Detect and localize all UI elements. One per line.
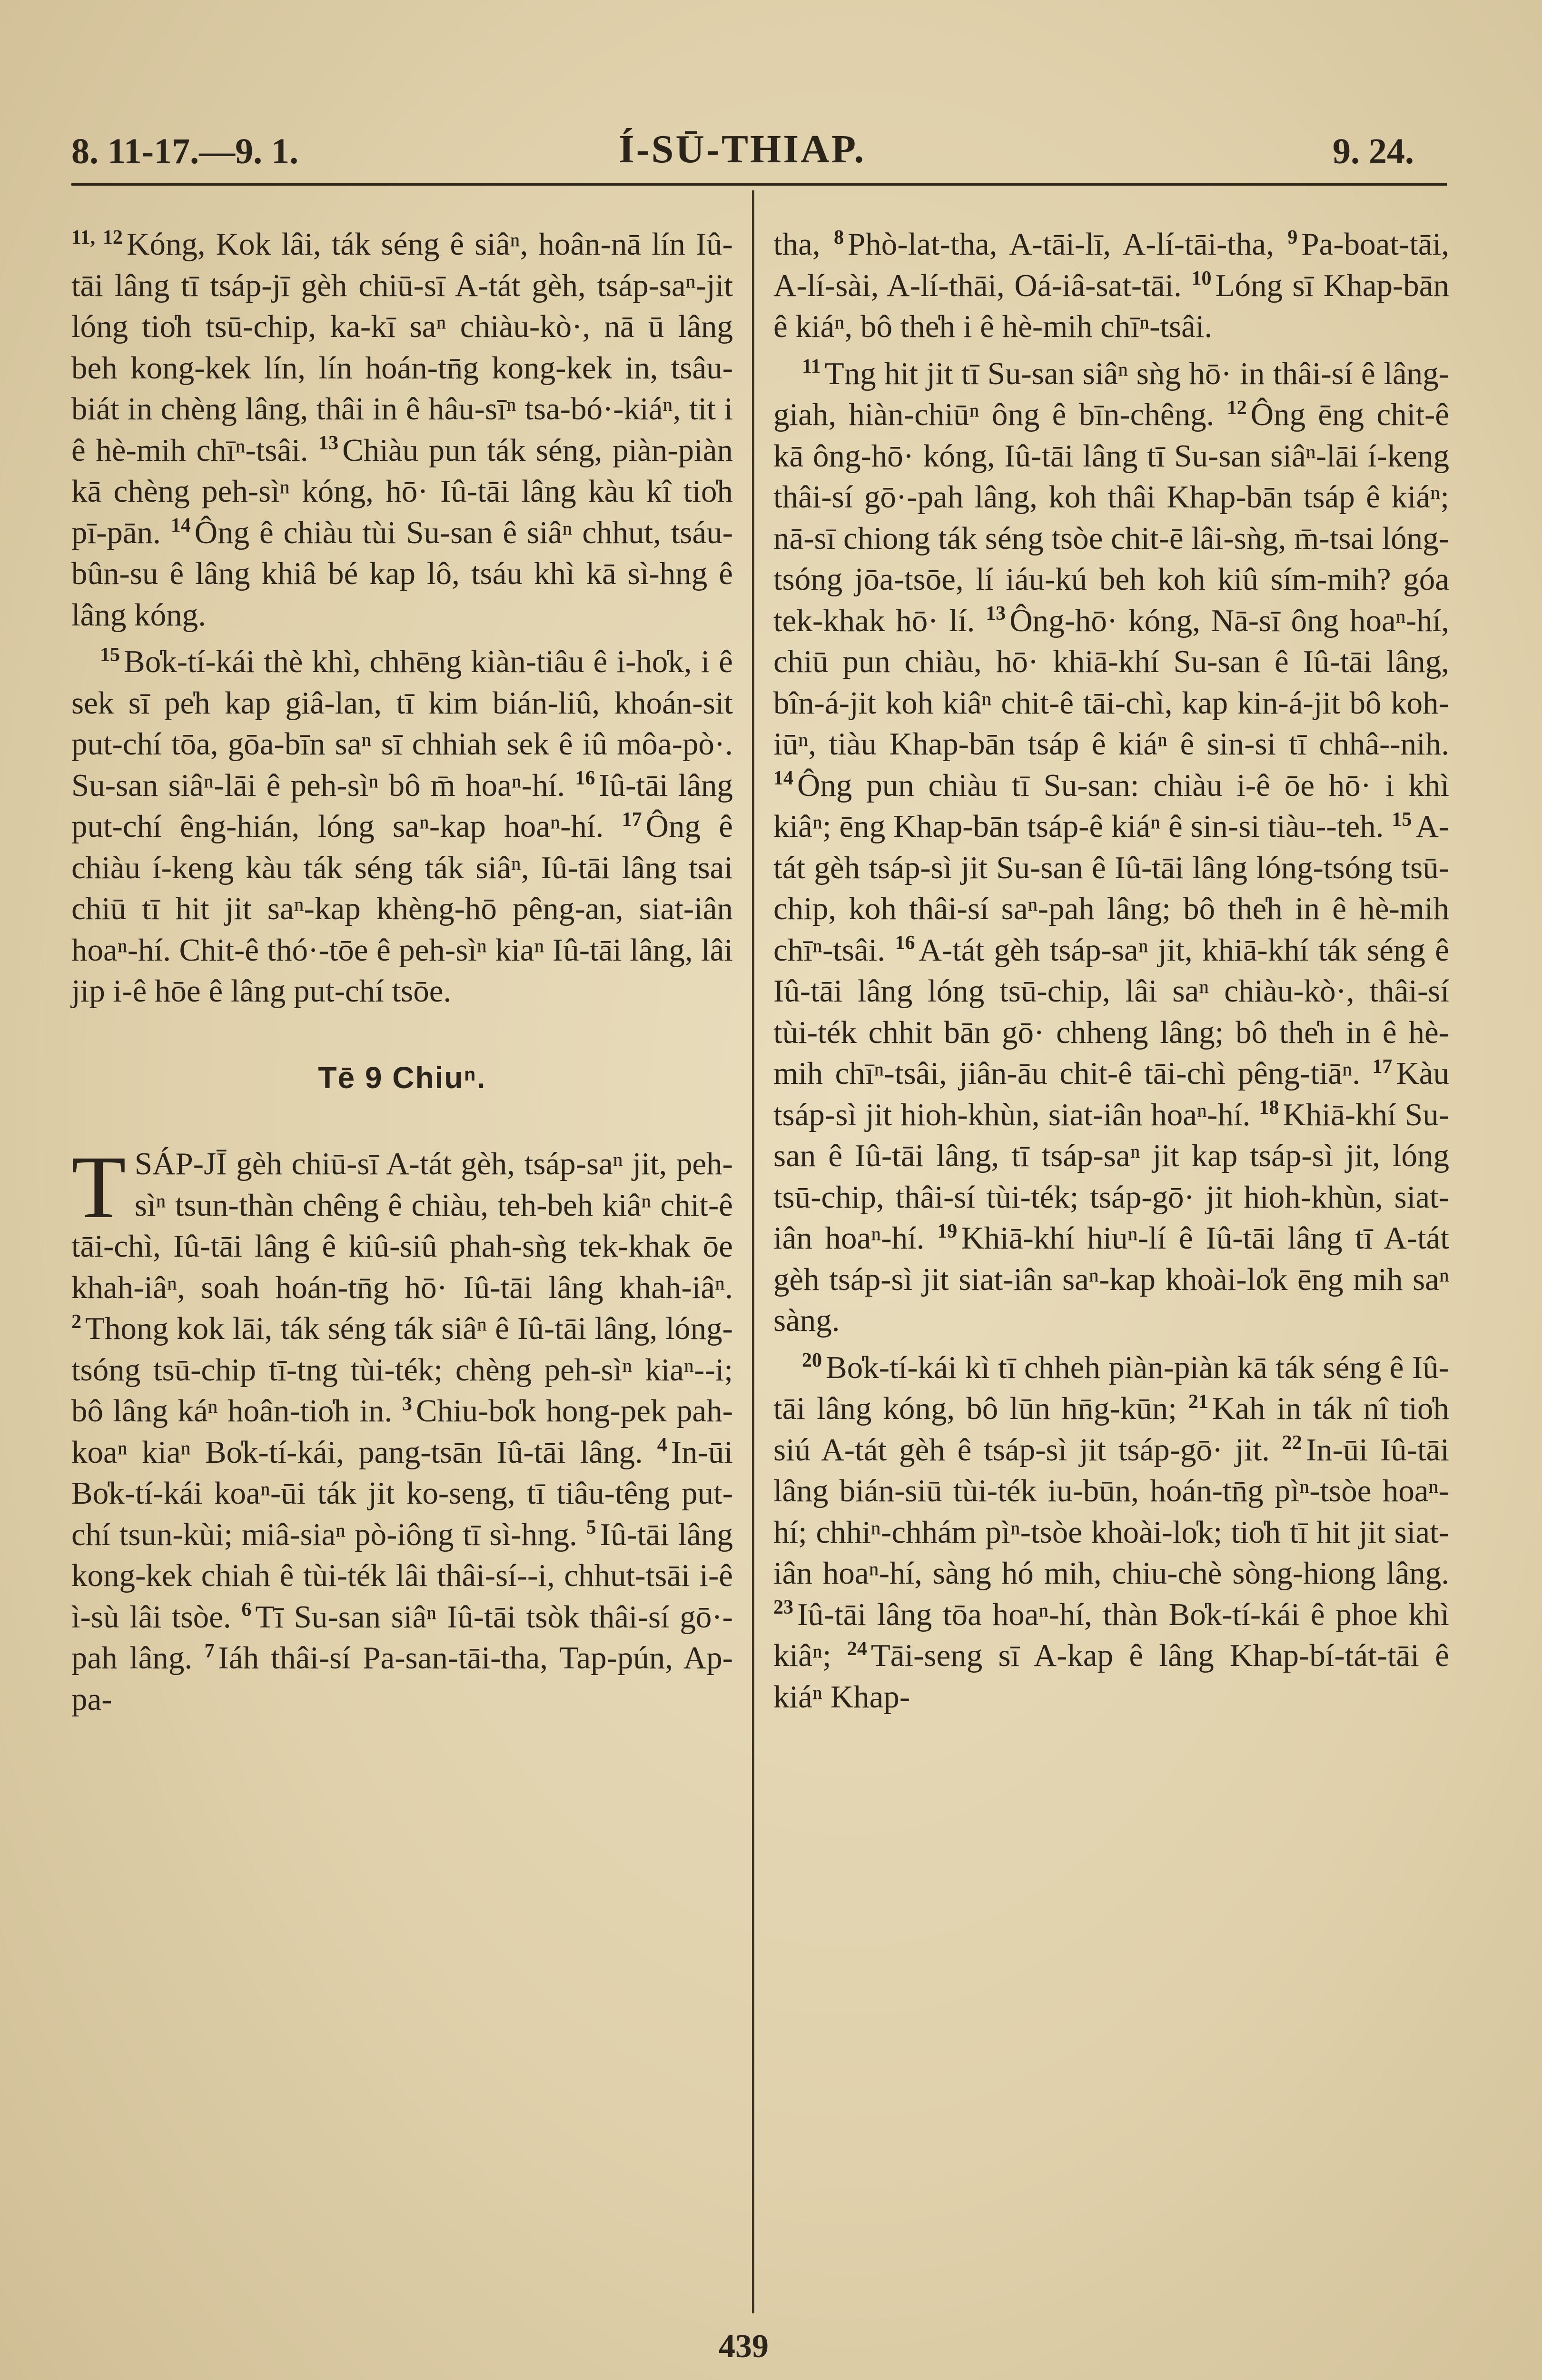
verse-text: Iáh thâi-sí Pa-san-tāi-tha, Tap-pún, Ap-pa- [71,1640,733,1717]
verse-number: 6 [241,1599,252,1621]
verse-text: Khiā-khí Su-san ê Iû-tāi lâng, tī tsáp-saⁿ jit kap tsáp-sì jit, lóng tsū-chip, thâi-sí tùi-ték; tsáp-gō· jit hioh-khùn, siat-iân hoaⁿ-hí. [773,1097,1450,1256]
verse-paragraph [773,353,1449,1341]
verse-number: 14 [170,515,191,537]
verse-text: Bo̍k-tí-kái thè khì, chhēng kiàn-tiâu ê i-ho̍k, i ê sek sī pe̍h kap giâ-lan, tī kim bián-liû, khoán-sit put-chí tōa, gōa-bīn saⁿ sī chhiah sek ê iû môa-pò·. Su-san siâⁿ-lāi ê peh-sìⁿ bô m̄ hoaⁿ-hí. [71,644,733,803]
verse-number: 21 [1188,1390,1208,1413]
verse-number: 23 [773,1597,793,1619]
verse-number: 13 [986,603,1006,625]
verse-text: Phò-lat-tha, A-tāi-lī, A-lí-tāi-tha, [848,227,1274,262]
verse-text: Tī Su-san siâⁿ Iû-tāi tsòk thâi-sí gō·-pah lâng. [71,1599,733,1676]
verse-number: 8 [834,226,844,248]
verse-number: 15 [100,644,120,666]
verse-text: Tng hit jit tī Su-san siâⁿ sǹg hō· in thâi-sí ê lâng-giah, hiàn-chiūⁿ ông ê bīn-chêng. [773,356,1449,432]
verse-text: In-ūi Iû-tāi lâng bián-siū tùi-ték iu-būn, hoán-tn̄g pìⁿ-tsòe hoaⁿ-hí; chhiⁿ-chhám pìⁿ-tsòe khoài-lo̍k; tio̍h tī hit jit siat-iân hoaⁿ-hí, sàng hó mih, chiu-chè sòng-hiong lâng. [773,1432,1450,1591]
verse-number: 19 [937,1220,958,1242]
left-column [71,224,733,1726]
right-column [773,224,1449,1723]
verse-number: 24 [847,1637,867,1660]
verse-number: 7 [204,1640,215,1662]
verse-text: Chiàu pun ták séng, piàn-piàn kā chèng peh-sìⁿ kóng, hō· Iû-tāi lâng kàu kî tio̍h pī-pān. [71,432,733,550]
header-end-verse: 9. 24. [1333,131,1414,171]
verse-text: tha, [773,227,820,262]
header-verse-range: 8. 11-17.—9. 1. [71,131,299,171]
verse-text: Iû-tāi lâng tōa hoaⁿ-hí, thàn Bo̍k-tí-kái ê phoe khì kiâⁿ; [773,1597,1449,1673]
verse-text: SÁP-JĪ gèh chiū-sī A-tát gèh, tsáp-saⁿ jit, peh-sìⁿ tsun-thàn chêng ê chiàu, teh-beh kiâⁿ chit-ê tāi-chì, Iû-tāi lâng ê kiû-siû phah-sǹg tek-khak ōe khah-iâⁿ, soah hoán-tn̄g hō· Iû-tāi lâng khah-iâⁿ. [71,1146,733,1305]
verse-paragraph [773,1347,1449,1718]
verse-text: Bo̍k-tí-kái kì tī chheh piàn-piàn kā ták séng ê Iû-tāi lâng kóng, bô lūn hn̄g-kūn; [773,1349,1449,1426]
verse-number: 4 [657,1434,667,1457]
verse-number: 13 [318,432,339,455]
verse-number: 18 [1259,1097,1279,1119]
verse-number: 2 [71,1310,81,1333]
verse-text: In-ūi Bo̍k-tí-kái koaⁿ-ūi ták jit ko-seng, tī tiâu-têng put-chí tsun-kùi; miâ-siaⁿ pò-iông tī sì-hng. [71,1434,733,1552]
verse-text: Iû-tāi lâng kong-kek chiah ê tùi-ték lâi thâi-sí--i, chhut-tsāi i-ê ì-sù lâi tsòe. [71,1517,733,1635]
header-rule [71,183,1447,186]
verse-number: 10 [1191,268,1212,290]
verse-text: Ông ê chiàu tùi Su-san ê siâⁿ chhut, tsáu-bûn-su ê lâng khiâ bé kap lô, tsáu khì kā sì-hng ê lâng kóng. [71,515,733,633]
verse-paragraph [71,1137,733,1720]
verse-number: 16 [895,932,915,954]
verse-text: A-tát gèh tsáp-sì jit Su-san ê Iû-tāi lâng lóng-tsóng tsū-chip, koh thâi-sí saⁿ-pah lâng; bô the̍h in ê hè-mih chīⁿ-tsâi. [773,809,1450,968]
verse-text: A-tát gèh tsáp-saⁿ jit, khiā-khí ták séng ê Iû-tāi lâng lóng tsū-chip, lâi saⁿ chiàu-kò·, thâi-sí tùi-ték chhit bān gō· chheng lâng; bô the̍h in ê hè-mih chīⁿ-tsâi, jiân-āu chit-ê tāi-chì pêng-tiāⁿ. [773,932,1450,1091]
running-header [0,121,1542,178]
verse-number: 17 [622,808,642,831]
verse-text: Kàu tsáp-sì jit hioh-khùn, siat-iân hoaⁿ-hí. [773,1056,1449,1132]
verse-text: Lóng sī Khap-bān ê kiáⁿ, bô the̍h i ê hè-mih chīⁿ-tsâi. [773,268,1449,344]
verse-number: 9 [1287,226,1298,248]
verse-text: Kóng, Kok lâi, ták séng ê siâⁿ, hoân-nā lín Iû-tāi lâng tī tsáp-jī gèh chiū-sī A-tát gèh, tsáp-saⁿ-jit lóng tio̍h tsū-chip, ka-kī saⁿ chiàu-kò·, nā ū lâng beh kong-kek lín, lín hoán-tn̄g kong-kek in, tsâu-biát in chèng lâng, thâi in ê hâu-sīⁿ tsa-bó·-kiáⁿ, tit i ê hè-mih chīⁿ-tsâi. [71,227,733,468]
verse-text: Thong kok lāi, ták séng ták siâⁿ ê Iû-tāi lâng, lóng-tsóng tsū-chip tī-tng tùi-ték; chèng peh-sìⁿ kiaⁿ--i; bô lâng káⁿ hoân-tio̍h in. [71,1311,733,1428]
header-book-title: Í-SŪ-THIAP. [619,127,866,171]
verse-number: 15 [1392,808,1412,831]
verse-text: Ông ê chiàu í-keng kàu ták séng ták siâⁿ, Iû-tāi lâng tsai chiū tī hit jit saⁿ-kap khèng-hō pêng-an, siat-iân hoaⁿ-hí. Chit-ê thó·-tōe ê peh-sìⁿ kiaⁿ Iû-tāi lâng, lâi jip i-ê hōe ê lâng put-chí tsōe. [71,809,733,1009]
verse-number: 17 [1372,1055,1393,1078]
column-divider [752,190,754,2313]
chapter-heading: Tē 9 Chiuⁿ. [318,1060,486,1095]
verse-text: Khiā-khí hiuⁿ-lí ê Iû-tāi lâng tī A-tát gèh tsáp-sì jit siat-iân saⁿ-kap khoài-lo̍k ēng mih saⁿ sàng. [773,1220,1450,1338]
verse-text: Ông ēng chit-ê kā ông-hō· kóng, Iû-tāi lâng tī Su-san siâⁿ-lāi í-keng thâi-sí gō·-pah lâng, koh thâi Khap-bān tsáp ê kiáⁿ; nā-sī chiong ták séng tsòe chit-ē lâi-sǹg, m̄-tsai lóng-tsóng jōa-tsōe, lí iáu-kú beh koh kiû sím-mih? góa tek-khak hō· lí. [773,397,1449,638]
page-number: 439 [719,2328,769,2365]
drop-cap: T [71,1137,126,1237]
verse-number: 11 [802,356,821,378]
verse-text: Tāi-seng sī A-kap ê lâng Khap-bí-tát-tāi ê kiáⁿ Khap- [773,1638,1450,1715]
verse-number: 5 [586,1517,596,1539]
verse-number: 11, 12 [71,226,123,248]
verse-text: Chiu-bo̍k hong-pek pah-koaⁿ kiaⁿ Bo̍k-tí-kái, pang-tsān Iû-tāi lâng. [71,1393,733,1470]
verse-text: Ông pun chiàu tī Su-san: chiàu i-ê ōe hō· i khì kiâⁿ; ēng Khap-bān tsáp-ê kiáⁿ ê sin-si tiàu--teh. [773,767,1449,844]
verse-number: 3 [402,1393,412,1415]
verse-paragraph [71,641,733,1012]
verse-text: Ông-hō· kóng, Nā-sī ông hoaⁿ-hí, chiū pun chiàu, hō· khiā-khí Su-san ê Iû-tāi lâng, bîn-á-jit koh kiâⁿ chit-ê tāi-chì, kap kin-á-jit bô koh-iūⁿ, tiàu Khap-bān tsáp ê kiáⁿ ê sin-si tī chhâ--nih. [773,603,1449,762]
verse-paragraph [71,224,733,635]
verse-number: 14 [773,767,793,790]
verse-number: 20 [802,1349,822,1372]
verse-number: 12 [1226,397,1247,419]
verse-number: 16 [575,767,595,790]
verse-text: Iû-tāi lâng put-chí êng-hián, lóng saⁿ-kap hoaⁿ-hí. [71,767,733,844]
verse-paragraph [773,224,1449,347]
verse-number: 22 [1282,1432,1302,1454]
verse-text: Kah in ták nî tio̍h siú A-tát gèh ê tsáp-sì jit tsáp-gō· jit. [773,1391,1450,1468]
verse-text: Pa-boat-tāi, A-lí-sài, A-lí-thāi, Oá-iâ-sat-tāi. [773,227,1450,303]
